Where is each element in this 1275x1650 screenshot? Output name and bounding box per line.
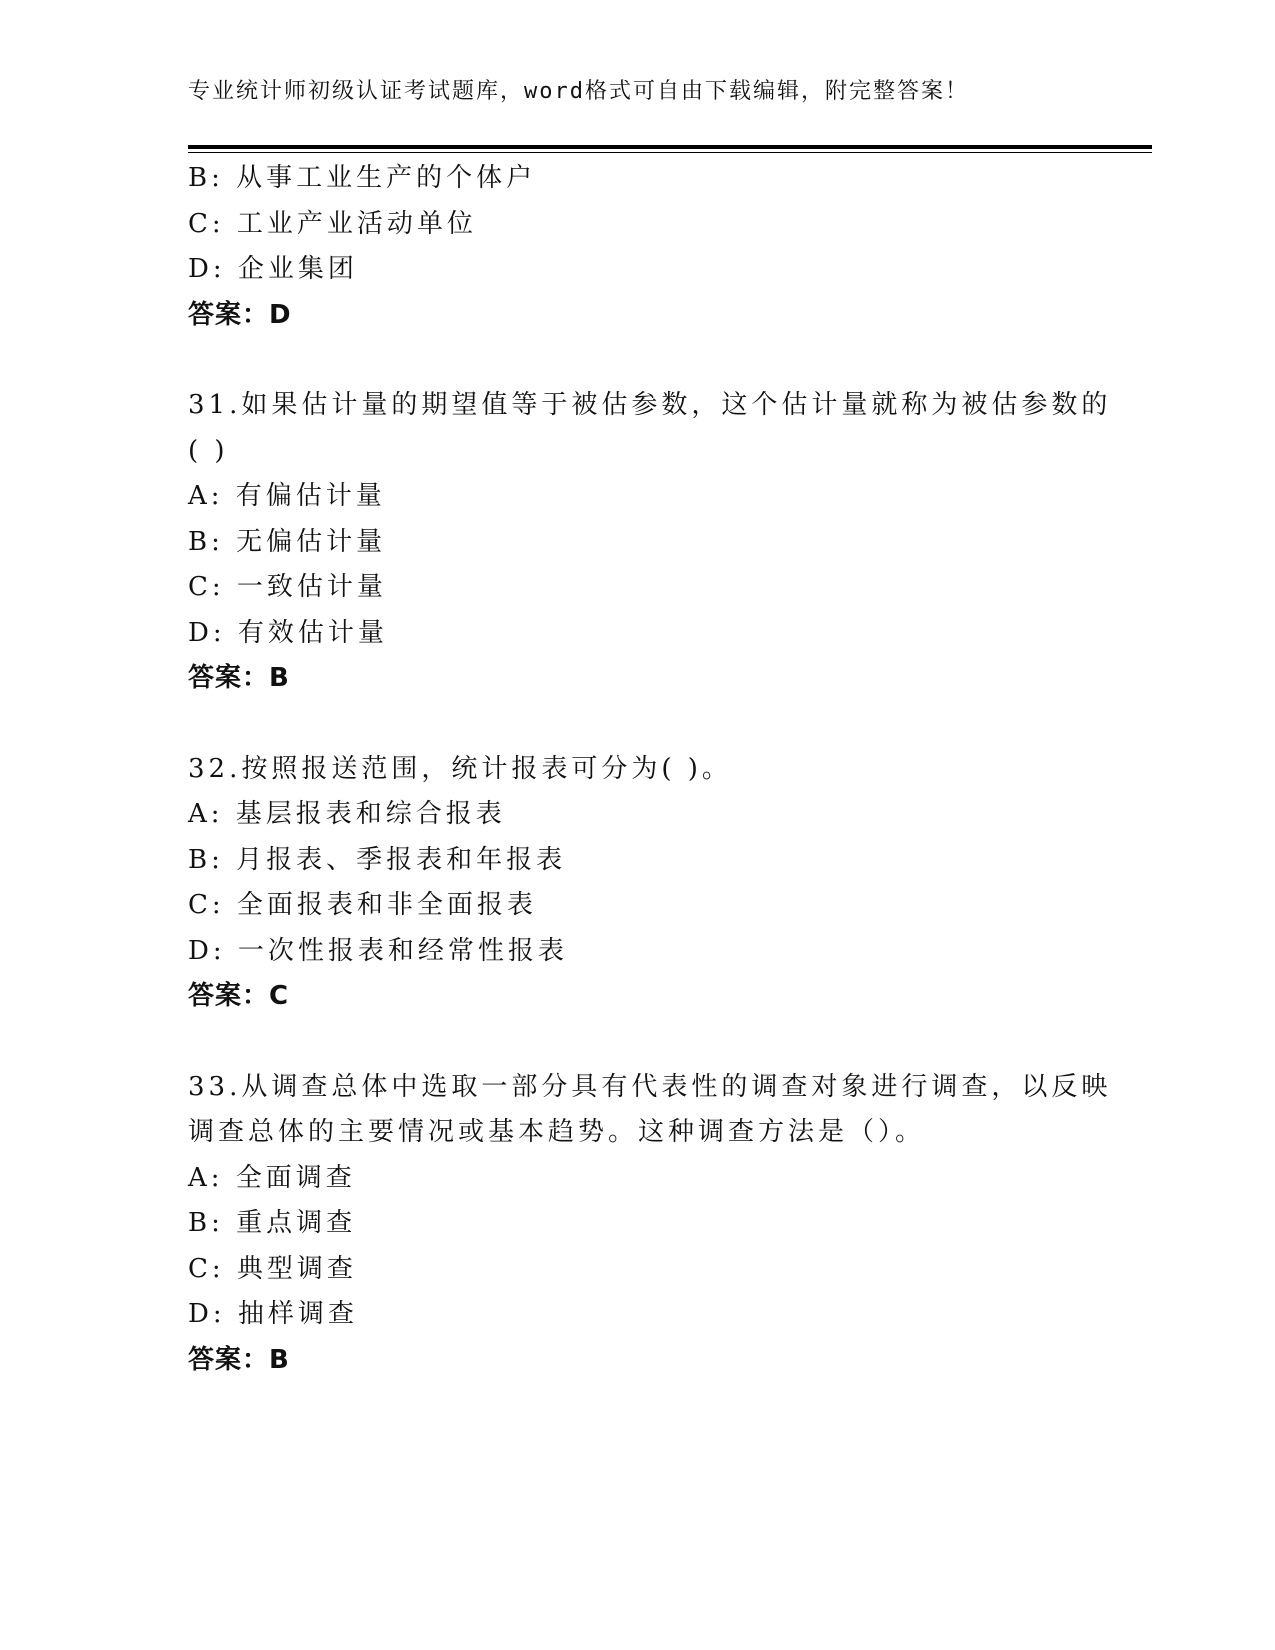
option-a: A: 基层报表和综合报表 — [188, 799, 506, 829]
option-b: B: 无偏估计量 — [188, 526, 387, 557]
option-b: B: 从事工业生产的个体户 — [188, 163, 537, 193]
answer: 答案：C — [188, 981, 290, 1011]
question-33 — [188, 1065, 1112, 1384]
answer: 答案：D — [188, 299, 292, 330]
option-d: D: 抽样调查 — [188, 1299, 358, 1329]
answer: 答案：B — [188, 1344, 290, 1375]
header-rule — [188, 145, 1152, 149]
option-b: B: 重点调查 — [188, 1208, 357, 1238]
question-stem: 32.按照报送范围，统计报表可分为( )。 — [188, 753, 732, 784]
option-a: A: 全面调查 — [188, 1162, 356, 1193]
question-list — [188, 156, 1112, 1383]
option-c: C: 一致估计量 — [188, 572, 387, 602]
option-d: D: 有效估计量 — [188, 617, 388, 648]
option-d: D: 企业集团 — [188, 254, 358, 284]
header-rule-thin — [188, 152, 1152, 153]
question-stem: 33.从调查总体中选取一部分具有代表性的调查对象进行调查，以反映 — [188, 1071, 1112, 1102]
question-stem-continued: 调查总体的主要情况或基本趋势。这种调查方法是（）。 — [188, 1117, 926, 1147]
page-header: 专业统计师初级认证考试题库，word格式可自由下载编辑，附完整答案！ — [188, 79, 969, 104]
option-c: C: 工业产业活动单位 — [188, 208, 477, 239]
question-30-tail — [188, 156, 1088, 338]
option-b: B: 月报表、季报表和年报表 — [188, 844, 567, 875]
question-stem-continued: ( ) — [188, 435, 229, 466]
question-32 — [188, 747, 1088, 1020]
option-d: D: 一次性报表和经常性报表 — [188, 935, 568, 966]
question-31 — [188, 383, 1112, 702]
question-stem: 31.如果估计量的期望值等于被估参数，这个估计量就称为被估参数的 — [188, 390, 1112, 420]
answer: 答案：B — [188, 663, 290, 693]
option-c: C: 典型调查 — [188, 1253, 357, 1284]
option-c: C: 全面报表和非全面报表 — [188, 890, 537, 920]
option-a: A: 有偏估计量 — [188, 481, 386, 511]
